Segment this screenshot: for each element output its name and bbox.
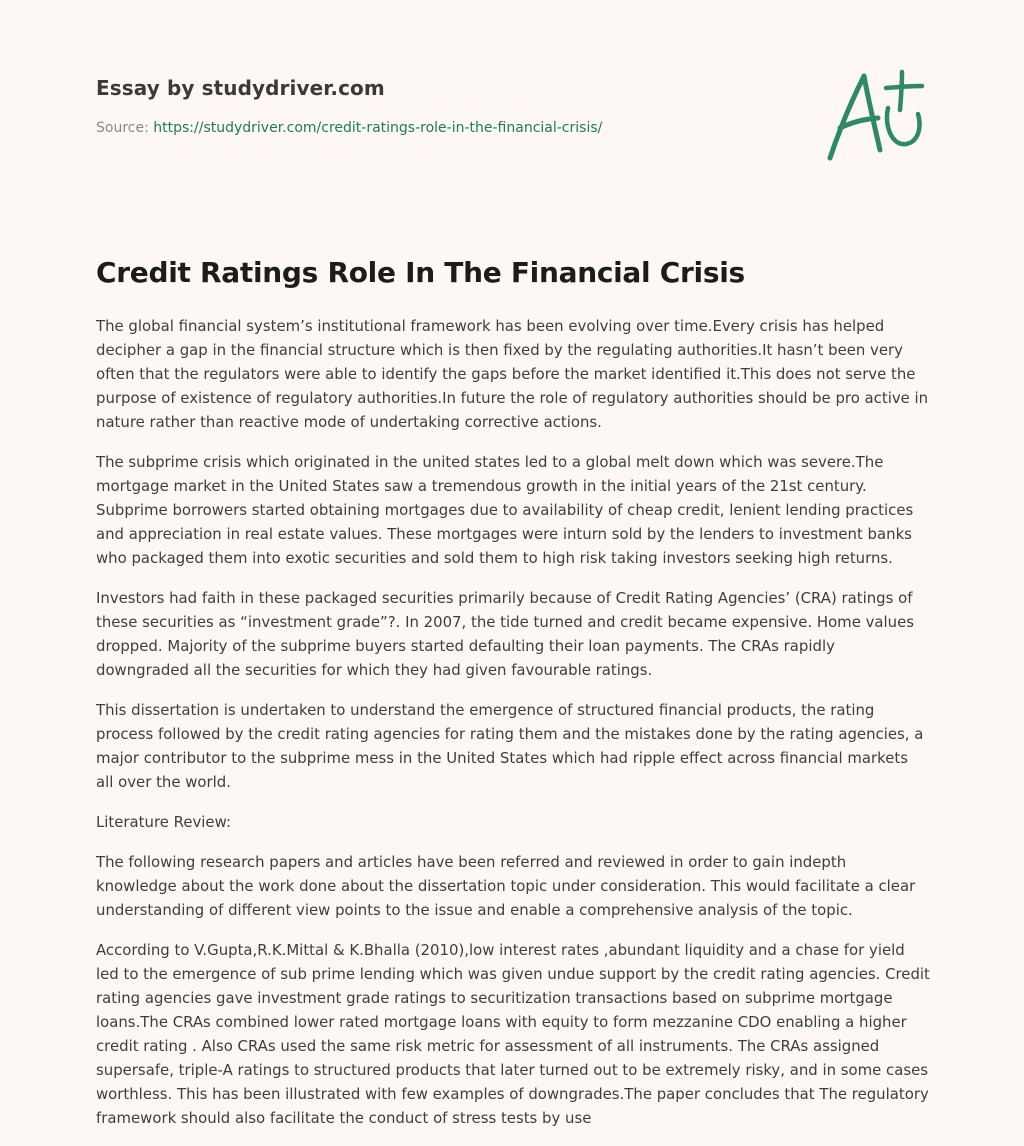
article-body [96,314,930,1146]
section-heading: Literature Review: [96,813,231,831]
paragraph: Investors had faith in these packaged securities primarily because of Credit Rating Agencies’ (CRA) ratings of these securities as “investment grade”?. In 2007, the tide turned and credit became expensive. Home values dropped. Majority of the subprime buyers started defaulting their loan payments. The CRAs rapidly downgraded all the securities for which they had given favourable ratings. [96,589,915,679]
a-plus-logo-icon [822,64,928,164]
paragraph: The global financial system’s institutional framework has been evolving over time.Every crisis has helped decipher a gap in the financial structure which is then fixed by the regulating authorities.It hasn’t been very often that the regulators were able to identify the gaps before the market identified it.This does not serve the purpose of existence of regulatory authorities.In future the role of regulatory authorities should be pro active in nature rather than reactive mode of undertaking corrective actions. [96,317,929,431]
source-line [96,120,716,136]
paragraph: According to V.Gupta,R.K.Mittal & K.Bhalla (2010),low interest rates ,abundant liquidity and a chase for yield led to the emergence of sub prime lending which was given undue support by the credit rating agencies. Credit rating agencies gave investment grade ratings to securitization transactions based on subprime mortgage loans.The CRAs combined lower rated mortgage loans with equity to form mezzanine CDO enabling a higher credit rating . Also CRAs used the same risk metric for assessment of all instruments. The CRAs assigned supersafe, triple-A ratings to structured products that later turned out to be extremely risky, and in some cases worthless. This has been illustrated with few examples of downgrades.The paper concludes that The regulatory framework should also facilitate the conduct of stress tests by use [96,941,930,1127]
paragraph: This dissertation is undertaken to understand the emergence of structured financial products, the rating process followed by the credit rating agencies for rating them and the mistakes done by the rating agencies, a major contributor to the subprime mess in the United States which had ripple effect across financial markets all over the world. [96,701,924,791]
paragraph: The subprime crisis which originated in the united states led to a global melt down which was severe.The mortgage market in the United States saw a tremendous growth in the initial years of the 21st century. Subprime borrowers started obtaining mortgages due to availability of cheap credit, lenient lending practices and appreciation in real estate values. These mortgages were inturn sold by the lenders to investment banks who packaged them into exotic securities and sold them to high risk taking investors seeking high returns. [96,453,914,567]
page-header [96,76,716,136]
source-link[interactable]: https://studydriver.com/credit-ratings-role-in-the-financial-crisis/ [153,120,603,136]
brand-title: Essay by studydriver.com [96,76,385,100]
source-label: Source: [96,120,149,136]
page-title: Credit Ratings Role In The Financial Crisis [96,256,745,289]
paragraph: The following research papers and articles have been referred and reviewed in order to gain indepth knowledge about the work done about the dissertation topic under consideration. This would facilitate a clear understanding of different view points to the issue and enable a comprehensive analysis of the topic. [96,853,916,919]
